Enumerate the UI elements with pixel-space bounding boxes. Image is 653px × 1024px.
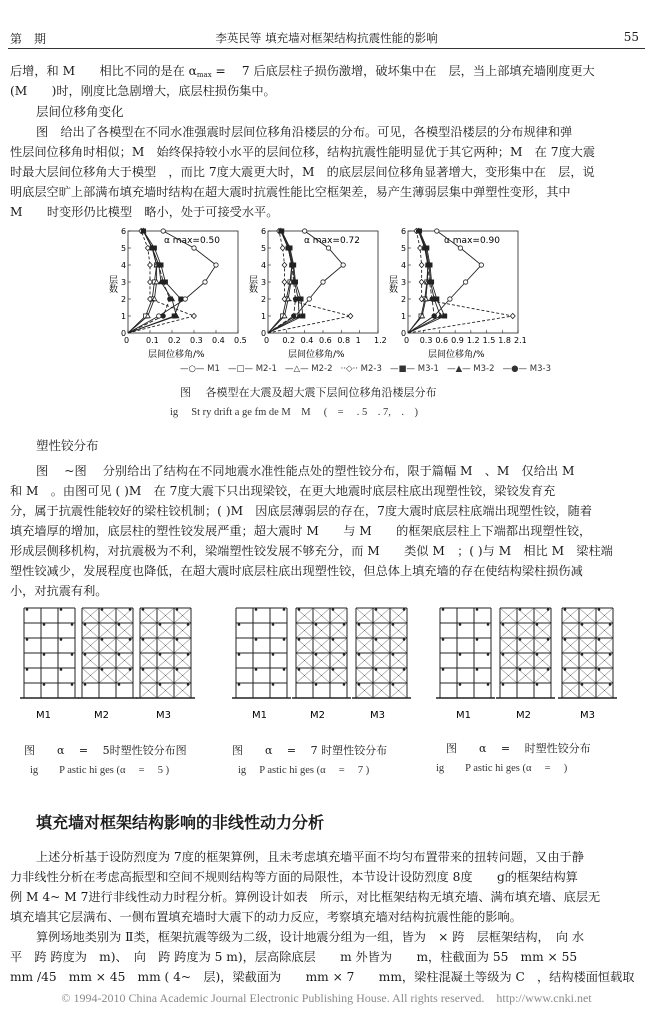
frame-label-m1: M1 bbox=[456, 710, 471, 721]
chart-title: α max=0.72 bbox=[304, 236, 360, 246]
y-tick-label: 2 bbox=[261, 295, 267, 304]
data-point-m2-3 bbox=[148, 262, 153, 267]
plastic-hinge-mark bbox=[459, 683, 462, 686]
data-point-m3-3 bbox=[279, 229, 283, 233]
data-point-m2-3 bbox=[192, 313, 197, 318]
frame-label-m2: M2 bbox=[516, 710, 531, 721]
data-point-m2-3 bbox=[282, 279, 287, 284]
x-tick-label: 0.2 bbox=[168, 336, 181, 345]
plastic-hinge-mark bbox=[375, 668, 378, 671]
plastic-hinge-mark bbox=[26, 638, 29, 641]
plastic-hinge-mark bbox=[43, 623, 46, 626]
plastic-hinge-mark bbox=[176, 668, 179, 671]
y-tick-label: 3 bbox=[261, 278, 267, 287]
plastic-hinge-mark bbox=[403, 668, 406, 671]
data-point-m1 bbox=[463, 280, 467, 284]
plastic-hinge-mark bbox=[536, 623, 539, 626]
plastic-hinge-mark bbox=[536, 683, 539, 686]
data-point-m1 bbox=[326, 246, 330, 250]
plastic-hinge-mark bbox=[272, 683, 275, 686]
x-axis-label: 层间位移角/% bbox=[428, 350, 485, 360]
plastic-hinge-mark bbox=[118, 623, 121, 626]
plastic-hinge-mark bbox=[375, 608, 378, 611]
plastic-hinge-mark bbox=[487, 623, 490, 626]
plastic-hinge-mark bbox=[283, 638, 286, 641]
legend-item: —△— M2-2 bbox=[285, 364, 333, 374]
plastic-hinge-mark bbox=[598, 668, 601, 671]
data-point-m3-3 bbox=[290, 263, 294, 267]
plastic-hinge-mark bbox=[255, 668, 258, 671]
data-point-m3-3 bbox=[291, 280, 295, 284]
data-point-m3-3 bbox=[293, 297, 297, 301]
para3-line1: 图 ~图 分别给出了结构在不同地震水准性能点处的塑性铰分布，限于篇幅 M 、M 仅给出 M bbox=[36, 464, 575, 478]
para4-line5: 算例场地类别为 Ⅱ类，框架抗震等级为二级，设计地震分组为一组，皆为 × 跨 层框架结构， 向 水 bbox=[36, 930, 585, 944]
y-tick-label: 4 bbox=[261, 261, 267, 270]
x-tick-label: 2.1 bbox=[514, 336, 527, 345]
para2-line4: 明底层空旷上部满布填充墙时结构在超大震时抗震性能比空框架差，易产生薄弱层集中弹塑性变形，其中 bbox=[10, 185, 571, 199]
plastic-hinge-mark bbox=[564, 608, 567, 611]
plastic-hinge-mark bbox=[142, 668, 145, 671]
para4-line6: 平 跨 跨度为 m)、 向 跨 跨度为 5 m)，层高除底层 m 外皆为 m，柱截面为 55 mm × 55 bbox=[10, 950, 578, 964]
fig-hinge-b-caption-en: ig P astic hi ges (α = 7 ) bbox=[238, 765, 370, 776]
frame-label-m1: M1 bbox=[252, 710, 267, 721]
x-axis-label: 层间位移角/% bbox=[148, 350, 205, 360]
data-point-m3-3 bbox=[157, 263, 161, 267]
x-tick-label: 0.3 bbox=[419, 336, 433, 345]
plastic-hinge-mark bbox=[159, 683, 162, 686]
data-point-m1 bbox=[161, 229, 165, 233]
plastic-hinge-mark bbox=[187, 653, 190, 656]
plastic-hinge-mark bbox=[487, 653, 490, 656]
data-point-m3-3 bbox=[168, 297, 172, 301]
plastic-hinge-mark bbox=[564, 668, 567, 671]
data-point-m3-1 bbox=[179, 297, 183, 301]
plastic-hinge-mark bbox=[283, 668, 286, 671]
plastic-hinge-mark bbox=[315, 623, 318, 626]
data-point-m3-3 bbox=[286, 246, 290, 250]
plastic-hinge-mark bbox=[581, 653, 584, 656]
x-tick-label: 0.1 bbox=[146, 336, 159, 345]
plastic-hinge-mark bbox=[358, 653, 361, 656]
y-tick-label: 0 bbox=[261, 329, 267, 338]
page-number: 55 bbox=[623, 30, 639, 44]
plastic-hinge-mark bbox=[403, 608, 406, 611]
plastic-hinge-mark bbox=[60, 638, 63, 641]
fig-hinge-c-caption-en: ig P astic hi ges (α = ) bbox=[436, 763, 568, 774]
plastic-hinge-mark bbox=[60, 668, 63, 671]
data-point-m3-3 bbox=[161, 280, 165, 284]
plastic-hinge-mark bbox=[375, 638, 378, 641]
data-point-m2-3 bbox=[282, 262, 287, 267]
legend-item: —○— M1 bbox=[180, 364, 220, 374]
plastic-hinge-mark bbox=[459, 653, 462, 656]
data-point-m1 bbox=[307, 297, 311, 301]
para3-line6: 塑性铰减少，发展程度也降低，在超大震时底层柱底出现塑性铰，但总体上填充墙的存在使结构梁柱损伤减 bbox=[10, 564, 583, 578]
plastic-hinge-mark bbox=[101, 638, 104, 641]
x-tick-label: 0 bbox=[124, 336, 130, 345]
plastic-hinge-mark bbox=[502, 653, 505, 656]
legend-item: —●— M3-3 bbox=[502, 364, 551, 374]
plastic-hinge-mark bbox=[101, 608, 104, 611]
data-point-m2-3 bbox=[148, 279, 153, 284]
plastic-hinge-mark bbox=[255, 638, 258, 641]
y-tick-label: 3 bbox=[401, 278, 407, 287]
x-tick-label: 0.6 bbox=[435, 336, 449, 345]
data-point-m3-3 bbox=[432, 314, 436, 318]
x-tick-label: 0.9 bbox=[451, 336, 464, 345]
y-tick-label: 6 bbox=[121, 227, 127, 236]
plastic-hinge-mark bbox=[84, 683, 87, 686]
plastic-hinge-mark bbox=[298, 638, 301, 641]
drift-chart-050 bbox=[107, 227, 247, 360]
para3-line3: 分，属于抗震性能较好的梁柱铰机制；( )M 因底层薄弱层的存在，7度大震时底层柱底端出现塑性铰，随着 bbox=[10, 504, 593, 518]
para2-line2: 性层间位移角时相似；M 始终保持较小水平的层间位移，结构抗震性能明显优于其它两种；M 在 7度大震 bbox=[10, 145, 596, 159]
plastic-hinge-mark bbox=[519, 638, 522, 641]
data-point-m1 bbox=[192, 246, 196, 250]
plastic-hinge-mark bbox=[476, 668, 479, 671]
legend-item: ··◇·· M2-3 bbox=[340, 364, 382, 374]
plastic-hinge-mark bbox=[118, 653, 121, 656]
legend-item: —▲— M3-2 bbox=[447, 364, 495, 374]
running-title: 李英民等 填充墙对框架结构抗震性能的影响 bbox=[215, 31, 438, 45]
plastic-hinge-mark bbox=[43, 653, 46, 656]
frame-drawings bbox=[20, 608, 617, 698]
plastic-hinge-figures bbox=[0, 600, 653, 730]
plastic-hinge-mark bbox=[238, 683, 241, 686]
plastic-hinge-mark bbox=[343, 653, 346, 656]
y-tick-label: 2 bbox=[121, 295, 127, 304]
para4-line4: 填充墙其它层满布、一侧布置填充墙时大震下的动力反应，考察填充墙对结构抗震性能的影响。 bbox=[10, 910, 522, 924]
plastic-hinge-mark bbox=[71, 653, 74, 656]
fig-hinge-b-caption-cn: 图 α = 7 时塑性铰分布 bbox=[232, 744, 388, 757]
y-tick-label: 1 bbox=[121, 312, 127, 321]
data-point-m1 bbox=[448, 297, 452, 301]
data-point-m1 bbox=[302, 229, 306, 233]
plastic-hinge-mark bbox=[442, 608, 445, 611]
plastic-hinge-mark bbox=[272, 623, 275, 626]
x-tick-label: 1.5 bbox=[482, 336, 496, 345]
plastic-hinge-mark bbox=[536, 653, 539, 656]
y-tick-label: 2 bbox=[401, 295, 407, 304]
x-tick-label: 0.2 bbox=[282, 336, 296, 345]
data-point-m1 bbox=[458, 246, 462, 250]
data-point-m2-3 bbox=[418, 245, 423, 250]
plastic-hinge-mark bbox=[442, 668, 445, 671]
data-point-m1 bbox=[183, 297, 187, 301]
issue-label: 第 期 bbox=[10, 32, 47, 46]
plastic-hinge-mark bbox=[142, 638, 145, 641]
x-tick-label: 0 bbox=[264, 336, 270, 345]
para4-line3: 例 M 4~ M 7进行非线性动力时程分析。算例设计如表 所示，对比框架结构无填充墙、满布填充墙、底层无 bbox=[10, 890, 601, 904]
plastic-hinge-mark bbox=[176, 638, 179, 641]
plastic-hinge-mark bbox=[442, 638, 445, 641]
data-point-m1 bbox=[203, 280, 207, 284]
plastic-hinge-mark bbox=[71, 623, 74, 626]
drift-chart-090 bbox=[387, 227, 527, 360]
data-point-m3-3 bbox=[141, 229, 145, 233]
para4-line2: 力非线性分析在考虑高振型和空间不规则结构等方面的局限性，本节设计设防烈度 8度 g的框架结构算 bbox=[10, 870, 578, 884]
plastic-hinge-mark bbox=[298, 608, 301, 611]
para1-line1: 后增，和 M 相比不同的是在 αmax = 7 后底层柱子损伤激增，破坏集中在 层，当上部填充墙刚度更大 bbox=[10, 64, 595, 79]
plastic-hinge-mark bbox=[343, 683, 346, 686]
plastic-hinge-mark bbox=[101, 668, 104, 671]
plastic-hinge-mark bbox=[609, 683, 612, 686]
plastic-hinge-mark bbox=[459, 623, 462, 626]
plastic-hinge-mark bbox=[487, 683, 490, 686]
plastic-hinge-mark bbox=[581, 623, 584, 626]
plastic-hinge-mark bbox=[84, 623, 87, 626]
para2-line5: M 时变形仍比模型 略小，处于可接受水平。 bbox=[10, 205, 279, 219]
data-point-m1 bbox=[214, 263, 218, 267]
x-tick-label: 1.8 bbox=[498, 336, 512, 345]
para3-line5: 形成层侧移机构，对抗震极为不利，梁端塑性铰发展不够充分，而 M 类似 M ；( )与 M 相比 M 梁柱端 bbox=[10, 544, 613, 558]
x-tick-label: 1.2 bbox=[374, 336, 387, 345]
y-tick-label: 1 bbox=[401, 312, 407, 321]
x-tick-label: 0.4 bbox=[300, 336, 314, 345]
frame-label-m1: M1 bbox=[36, 710, 51, 721]
x-axis-label: 层间位移角/% bbox=[288, 350, 345, 360]
frame-elevation bbox=[496, 608, 555, 698]
y-tick-label: 1 bbox=[261, 312, 267, 321]
chart-title: α max=0.90 bbox=[444, 236, 500, 246]
x-tick-label: 0.4 bbox=[212, 336, 225, 345]
x-tick-label: 0.5 bbox=[234, 336, 247, 345]
plastic-hinge-mark bbox=[71, 683, 74, 686]
data-point-m3-3 bbox=[291, 314, 295, 318]
plastic-hinge-mark bbox=[547, 638, 550, 641]
plastic-hinge-mark bbox=[118, 683, 121, 686]
subheading-drift: 层间位移角变化 bbox=[36, 104, 124, 119]
legend-item: —□— M2-1 bbox=[227, 364, 277, 374]
plastic-hinge-mark bbox=[564, 638, 567, 641]
data-point-m2-3 bbox=[419, 262, 424, 267]
para2-line3: 时最大层间位移角大于模型 ，而比 7度大震更大时，M 的底层层间位移角显著增大，变形集中在 层，说 bbox=[10, 165, 595, 179]
frame-elevation bbox=[558, 608, 617, 698]
plastic-hinge-mark bbox=[255, 608, 258, 611]
frame-label-m2: M2 bbox=[94, 710, 109, 721]
y-tick-label: 4 bbox=[401, 261, 407, 270]
plastic-hinge-mark bbox=[547, 608, 550, 611]
data-point-m1 bbox=[157, 314, 161, 318]
para4-line7: mm /45 mm × 45 mm ( 4~ 层)，梁截面为 mm × 7 mm，梁柱混凝土等级为 C ，结构楼面恒载取 bbox=[10, 970, 635, 984]
y-tick-label: 4 bbox=[121, 261, 127, 270]
plastic-hinge-mark bbox=[315, 653, 318, 656]
plastic-hinge-mark bbox=[159, 653, 162, 656]
y-axis-label: 层数 bbox=[387, 275, 397, 293]
x-tick-label: 0 bbox=[404, 336, 410, 345]
plastic-hinge-mark bbox=[343, 623, 346, 626]
plastic-hinge-mark bbox=[598, 638, 601, 641]
frame-elevation bbox=[436, 608, 495, 698]
data-point-m3-3 bbox=[427, 280, 431, 284]
y-axis-label: 层数 bbox=[107, 275, 117, 293]
plastic-hinge-mark bbox=[581, 683, 584, 686]
figure1-caption-cn: 图 各模型在大震及超大震下层间位移角沿楼层分布 bbox=[180, 386, 437, 399]
para3-line4: 填充墙厚的增加，底层柱的塑性铰发展严重；超大震时 M 与 M 的框架底层柱上下端都出现塑性铰， bbox=[10, 524, 592, 538]
data-point-m2-3 bbox=[510, 313, 515, 318]
data-point-m1 bbox=[435, 229, 439, 233]
data-point-m3-2 bbox=[438, 313, 443, 317]
plastic-hinge-mark bbox=[129, 638, 132, 641]
drift-chart-072 bbox=[247, 227, 387, 360]
plastic-hinge-mark bbox=[332, 668, 335, 671]
plastic-hinge-mark bbox=[392, 623, 395, 626]
para4-line1: 上述分析基于设防烈度为 7度的框架算例，且未考虑填充墙平面不均匀布置带来的扭转问题，又由于静 bbox=[36, 850, 584, 864]
y-tick-label: 6 bbox=[261, 227, 267, 236]
plastic-hinge-mark bbox=[129, 608, 132, 611]
y-tick-label: 0 bbox=[121, 329, 127, 338]
plastic-hinge-mark bbox=[547, 668, 550, 671]
plastic-hinge-mark bbox=[60, 608, 63, 611]
section-title: 填充墙对框架结构影响的非线性动力分析 bbox=[36, 813, 325, 832]
frame-elevation bbox=[78, 608, 137, 698]
plastic-hinge-mark bbox=[129, 668, 132, 671]
x-tick-label: 0.6 bbox=[319, 336, 332, 345]
plastic-hinge-mark bbox=[176, 608, 179, 611]
frame-elevation bbox=[232, 608, 291, 698]
plastic-hinge-mark bbox=[392, 683, 395, 686]
plastic-hinge-mark bbox=[26, 668, 29, 671]
data-point-m3-3 bbox=[423, 246, 427, 250]
y-tick-label: 5 bbox=[401, 244, 407, 253]
plastic-hinge-mark bbox=[159, 623, 162, 626]
plastic-hinge-mark bbox=[519, 668, 522, 671]
data-point-m3-1 bbox=[443, 314, 447, 318]
plastic-hinge-mark bbox=[392, 653, 395, 656]
series-line-m1 bbox=[268, 231, 343, 333]
frame-label-m2: M2 bbox=[310, 710, 325, 721]
legend-item: —■— M3-1 bbox=[390, 364, 439, 374]
para1-line2: (M )时，刚度比急剧增大，底层柱损伤集中。 bbox=[10, 84, 276, 98]
plastic-hinge-mark bbox=[298, 668, 301, 671]
data-point-m3-3 bbox=[416, 229, 420, 233]
fig-hinge-c-caption-cn: 图 α = 时塑性铰分布 bbox=[446, 742, 591, 755]
frame-elevation bbox=[292, 608, 351, 698]
plastic-hinge-mark bbox=[358, 623, 361, 626]
plastic-hinge-mark bbox=[238, 653, 241, 656]
plastic-hinge-mark bbox=[332, 638, 335, 641]
data-point-m1 bbox=[341, 263, 345, 267]
y-tick-label: 5 bbox=[121, 244, 127, 253]
x-tick-label: 1.2 bbox=[466, 336, 480, 345]
para3-line2: 和 M 。由图可见 ( )M 在 7度大震下只出现梁铰，在更大地震时底层柱底出现塑性铰，梁铰发育充 bbox=[10, 484, 556, 498]
data-point-m2-3 bbox=[419, 279, 424, 284]
page-header bbox=[8, 28, 645, 49]
x-tick-label: 0.8 bbox=[337, 336, 351, 345]
fig-hinge-a-caption-en: ig P astic hi ges (α = 5 ) bbox=[30, 765, 170, 776]
alpha-subscript: max bbox=[196, 71, 212, 79]
drift-legend bbox=[180, 364, 551, 374]
frame-elevation bbox=[136, 608, 195, 698]
plastic-hinge-mark bbox=[332, 608, 335, 611]
plastic-hinge-mark bbox=[502, 623, 505, 626]
plastic-hinge-mark bbox=[187, 623, 190, 626]
plastic-hinge-mark bbox=[609, 623, 612, 626]
data-point-m3-3 bbox=[426, 263, 430, 267]
plastic-hinge-mark bbox=[598, 608, 601, 611]
plastic-hinge-mark bbox=[519, 608, 522, 611]
y-tick-label: 3 bbox=[121, 278, 127, 287]
para2-line1: 图 给出了各模型在不同水准强震时层间位移角沿楼层的分布。可见，各模型沿楼层的分布规律和弹 bbox=[36, 125, 573, 139]
y-tick-label: 0 bbox=[401, 329, 407, 338]
plastic-hinge-mark bbox=[187, 683, 190, 686]
plastic-hinge-mark bbox=[238, 623, 241, 626]
data-point-m3-3 bbox=[161, 314, 165, 318]
plastic-hinge-mark bbox=[358, 683, 361, 686]
data-point-m2-3 bbox=[348, 313, 353, 318]
plastic-hinge-mark bbox=[609, 653, 612, 656]
data-point-m1 bbox=[321, 280, 325, 284]
y-axis-label: 层数 bbox=[247, 275, 257, 293]
frame-label-m3: M3 bbox=[580, 710, 595, 721]
data-point-m2-3 bbox=[280, 245, 285, 250]
figure1-caption-en: ig St ry drift a ge fm de M M ( = . 5 . 7, . ) bbox=[170, 407, 418, 418]
plastic-hinge-mark bbox=[26, 608, 29, 611]
frame-label-m3: M3 bbox=[156, 710, 171, 721]
plastic-hinge-mark bbox=[403, 638, 406, 641]
frame-label-m3: M3 bbox=[370, 710, 385, 721]
plastic-hinge-mark bbox=[43, 683, 46, 686]
drift-charts-figure bbox=[107, 225, 530, 365]
frame-elevation bbox=[20, 608, 79, 698]
data-point-m3-3 bbox=[430, 297, 434, 301]
plastic-hinge-mark bbox=[142, 608, 145, 611]
data-point-m3-3 bbox=[150, 246, 154, 250]
plastic-hinge-mark bbox=[84, 653, 87, 656]
para3-line7: 小，对抗震有利。 bbox=[10, 584, 108, 598]
data-point-m1 bbox=[479, 263, 483, 267]
frame-elevation bbox=[352, 608, 411, 698]
chart-title: α max=0.50 bbox=[164, 236, 220, 246]
plastic-hinge-mark bbox=[315, 683, 318, 686]
y-tick-label: 6 bbox=[401, 227, 407, 236]
x-tick-label: 0.3 bbox=[190, 336, 203, 345]
y-tick-label: 5 bbox=[261, 244, 267, 253]
plastic-hinge-mark bbox=[476, 638, 479, 641]
fig-hinge-a-caption-cn: 图 α = 5时塑性铰分布图 bbox=[24, 744, 187, 757]
plastic-hinge-mark bbox=[476, 608, 479, 611]
plastic-hinge-mark bbox=[502, 683, 505, 686]
x-tick-label: 1 bbox=[355, 336, 361, 345]
plastic-hinge-mark bbox=[272, 653, 275, 656]
plastic-hinge-mark bbox=[283, 608, 286, 611]
subheading-hinges: 塑性铰分布 bbox=[36, 438, 99, 453]
copyright-footer: © 1994-2010 China Academic Journal Electronic Publishing House. All rights reserved. http://www.cnki.net bbox=[61, 991, 592, 1005]
